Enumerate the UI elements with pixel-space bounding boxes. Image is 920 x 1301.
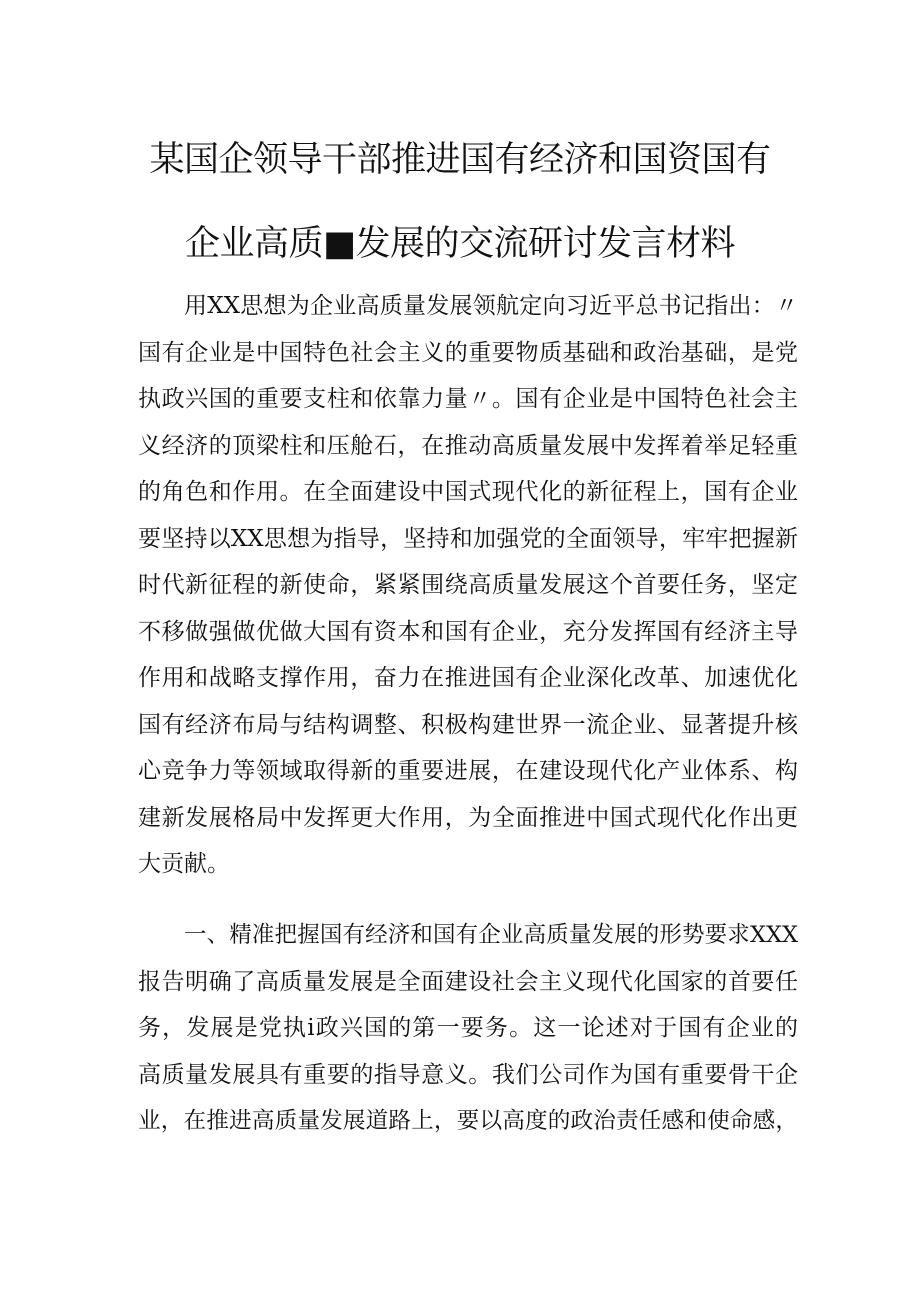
paragraph-line: 建新发展格局中发挥更大作用，为全面推进中国式现代化作出更 xyxy=(138,804,798,831)
paragraph-line: 作用和战略支撑作用，奋力在推进国有企业深化改革、加速优化 xyxy=(138,665,798,691)
paragraph-line: 不移做强做优做大国有资本和国有企业，充分发挥国有经济主导 xyxy=(138,618,798,645)
paragraph-line: 时代新征程的新使命，紧紧围绕高质量发展这个首要任务，坚定 xyxy=(138,572,798,598)
paragraph-line: 报告明确了高质量发展是全面建设社会主义现代化国家的首要任 xyxy=(138,968,798,995)
paragraph-line: 大贡献。 xyxy=(138,851,230,877)
paragraph-line: 务，发展是党执i政兴国的第一要务。这一论述对于国有企业的 xyxy=(138,1015,798,1041)
paragraph-line: 执政兴国的重要支柱和依靠力量〃。国有企业是中国特色社会主 xyxy=(138,386,798,412)
body-paragraph-2 xyxy=(138,912,798,1145)
paragraph-line: 国有经济布局与结构调整、积极构建世界一流企业、显著提升核 xyxy=(138,711,798,738)
paragraph-line: 高质量发展具有重要的指导意义。我们公司作为国有重要骨干企 xyxy=(138,1061,798,1088)
paragraph-line: 心竞争力等领域取得新的重要进展，在建设现代化产业体系、构 xyxy=(138,758,798,784)
paragraph-line: 业，在推进高质量发展道路上，要以高度的政治责任感和使命感， xyxy=(138,1108,798,1134)
paragraph-line: 要坚持以XX思想为指导，坚持和加强党的全面领导，牢牢把握新 xyxy=(138,525,798,552)
paragraph-line: 一、精准把握国有经济和国有企业高质量发展的形势要求XXX xyxy=(184,922,798,948)
document-title-line-1: 某国企领导干部推进国有经济和国资国有 xyxy=(149,140,771,180)
paragraph-line: 的角色和作用。在全面建设中国式现代化的新征程上，国有企业 xyxy=(138,479,798,505)
body-paragraph-1 xyxy=(138,283,798,888)
document-title-line-2: 企业高质■发展的交流研讨发言材料 xyxy=(184,224,736,264)
paragraph-line: 国有企业是中国特色社会主义的重要物质基础和政治基础，是党 xyxy=(138,339,798,366)
paragraph-line: 义经济的顶梁柱和压舱石，在推动高质量发展中发挥着举足轻重 xyxy=(138,432,798,459)
paragraph-line: 用XX思想为企业高质量发展领航定向习近平总书记指出：〃 xyxy=(184,293,798,319)
